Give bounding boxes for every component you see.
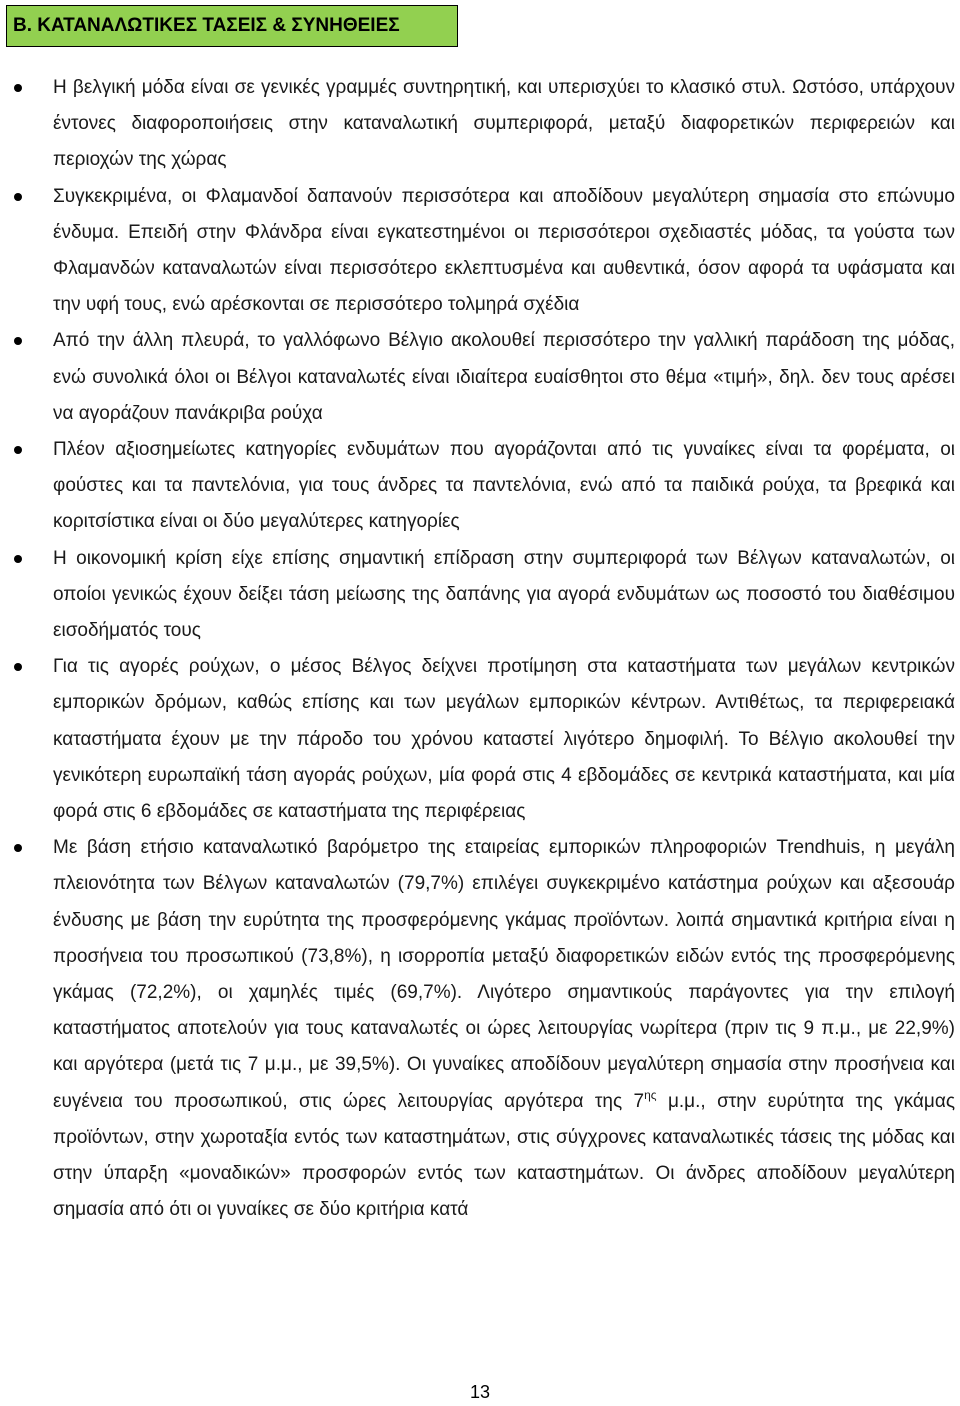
bullet-text: Η βελγική μόδα είναι σε γενικές γραμμές συντηρητική, και υπερισχύει το κλασικό στυλ. Ωστόσο, υπάρχουν έντονες διαφοροποιήσεις στην καταναλωτική συμπεριφορά, μεταξύ διαφορετικών περιφερειών και περιοχών της χώρας [53, 77, 955, 171]
bullet-list [0, 70, 960, 1229]
list-item [0, 179, 960, 324]
page-number: 13 [469, 1382, 491, 1402]
bullet-text: Πλέον αξιοσημείωτες κατηγορίες ενδυμάτων που αγοράζονται από τις γυναίκες είναι τα φορέματα, οι φούστες και τα παντελόνια, για τους άνδρες τα παντελόνια, ενώ από τα παιδικά ρούχα, τα βρεφικά και κοριτσίστικα είναι οι δύο μεγαλύτερες κατηγορίες [53, 439, 955, 533]
list-item [0, 323, 960, 432]
list-item [0, 830, 960, 1228]
bullet-text: Η οικονομική κρίση είχε επίσης σημαντική επίδραση στην συμπεριφορά των Βέλγων καταναλωτών, οι οποίοι γενικώς έχουν δείξει τάση μείωσης της δαπάνης για αγορά ενδυμάτων ως ποσοστό του διαθέσιμου εισοδήματός τους [53, 547, 955, 642]
bullet-text: Από την άλλη πλευρά, το γαλλόφωνο Βέλγιο ακολουθεί περισσότερο την γαλλική παράδοση της μόδας, ενώ συνολικά όλοι οι Βέλγοι καταναλωτές είναι ιδιαίτερα ευαίσθητοι στο θέμα «τιμή», δηλ. δεν τους αρέσει να αγοράζουν πανάκριβα ρούχα [53, 330, 955, 424]
list-item [0, 70, 960, 179]
superscript: ης [644, 1087, 657, 1102]
bullet-text: Για τις αγορές ρούχων, ο μέσος Βέλγος δείχνει προτίμηση στα καταστήματα των μεγάλων κεντρικών εμπορικών δρόμων, καθώς επίσης και των μεγάλων εμπορικών κέντρων. Αντιθέτως, τα περιφερειακά καταστήματα έχουν με την πάροδο του χρόνου καταστεί λιγότερο δημοφιλή. Το Βέλγιο ακολουθεί την γενικότερη ευρωπαϊκή τάση αγοράς ρούχων, μία φορά στις 4 εβδομάδες σε κεντρικά καταστήματα, και μία φορά στις 6 εβδομάδες σε καταστήματα της περιφέρειας [53, 656, 955, 823]
section-heading: Β. ΚΑΤΑΝΑΛΩΤΙΚΕΣ ΤΑΣΕΙΣ & ΣΥΝΗΘΕΙΕΣ [6, 5, 458, 47]
bullet-text: Με βάση ετήσιο καταναλωτικό βαρόμετρο της εταιρείας εμπορικών πληροφοριών Trendhuis, η μεγάλη πλειονότητα των Βέλγων καταναλωτών (79,7%) επιλέγει συγκεκριμένο κατάστημα ρούχων και αξεσουάρ ένδυσης με βάση την ευρύτητα της προσφερόμενης γκάμας προϊόντων. λοιπά σημαντικά κριτήρια είναι η προσήνεια του προσωπικού (73,8%), η ισορροπία μεταξύ διαφορετικών ειδών εντός της προσφερόμενης γκάμας (72,2%), οι χαμηλές τιμές (69,7%). Λιγότερο σημαντικούς παράγοντες για την επιλογή καταστήματος αποτελούν για τους καταναλωτές οι ώρες λειτουργίας νωρίτερα (πριν τις 9 π.μ., με 22,9%) και αργότερα (μετά τις 7 μ.μ., με 39,5%). Οι γυναίκες αποδίδουν μεγαλύτερη σημασία στην προσήνεια και ευγένεια του προσωπικού, στις ώρες λειτουργίας αργότερα της 7 [53, 837, 955, 1112]
list-item [0, 432, 960, 541]
list-item [0, 541, 960, 650]
bullet-text: Συγκεκριμένα, οι Φλαμανδοί δαπανούν περισσότερα και αποδίδουν μεγαλύτερη σημασία στο επώνυμο ένδυμα. Επειδή στην Φλάνδρα είναι εγκατεστημένοι οι περισσότεροι σχεδιαστές μόδας, τα γούστα των Φλαμανδών καταναλωτών είναι περισσότερο εκλεπτυσμένα και αυθεντικά, όσον αφορά τα υφάσματα και την υφή τους, ενώ αρέσκονται σε περισσότερο τολμηρά σχέδια [53, 185, 955, 316]
list-item [0, 649, 960, 830]
bullet-text: μ.μ., στην ευρύτητα της γκάμας προϊόντων, στην χωροταξία εντός των καταστημάτων, στις σύγχρονες καταναλωτικές τάσεις της μόδας και στην ύπαρξη «μοναδικών» προσφορών εντός των καταστημάτων. Οι άνδρες αποδίδουν μεγαλύτερη σημασία από ότι οι γυναίκες σε δύο κριτήρια κατά [53, 1090, 955, 1221]
